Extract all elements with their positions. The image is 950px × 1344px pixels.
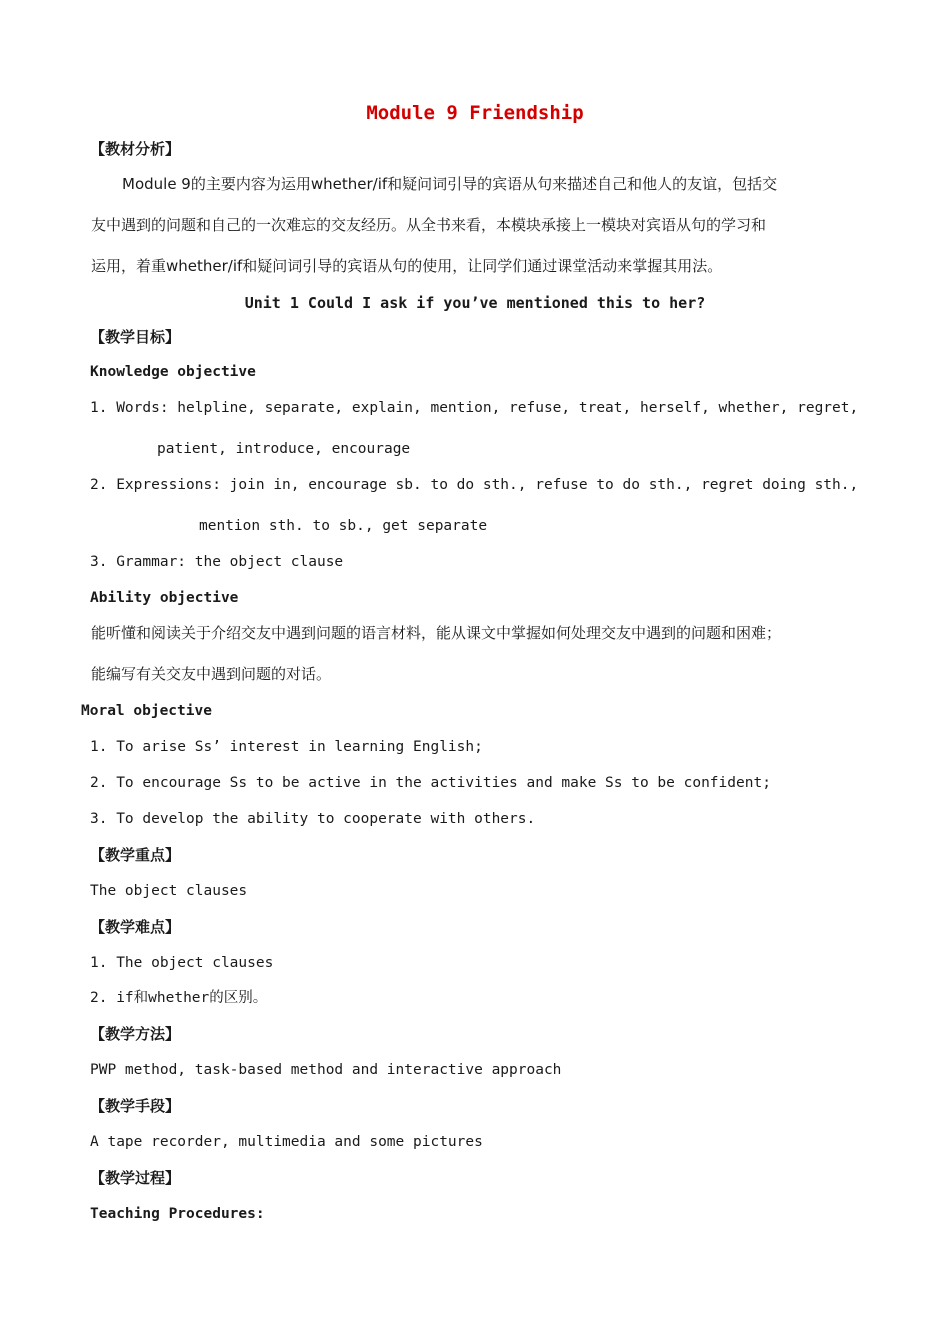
ability-objective-label: Ability objective	[90, 590, 239, 606]
analysis-line-1: Module 9的主要内容为运用whether/if和疑问词引导的宾语从句来描述自己和他人的友谊，包括交	[122, 175, 778, 193]
expressions-line-1: 2. Expressions: join in, encourage sb. to do sth., refuse to do sth., regret doing sth.,	[90, 477, 859, 493]
ability-line-2: 能编写有关交友中遇到问题的对话。	[91, 665, 332, 683]
moral-item-3: 3. To develop the ability to cooperate with others.	[90, 811, 536, 827]
section-heading-objectives: 【教学目标】	[90, 328, 181, 346]
words-line-2: patient, introduce, encourage	[157, 441, 411, 457]
key-points-text: The object clauses	[90, 883, 248, 899]
section-heading-methods: 【教学方法】	[90, 1025, 181, 1043]
section-heading-key-points: 【教学重点】	[90, 846, 181, 864]
section-heading-aids: 【教学手段】	[90, 1097, 181, 1115]
knowledge-objective-label: Knowledge objective	[90, 364, 256, 380]
aids-text: A tape recorder, multimedia and some pictures	[90, 1134, 483, 1150]
moral-item-2: 2. To encourage Ss to be active in the activities and make Ss to be confident;	[90, 775, 771, 791]
moral-item-1: 1. To arise Ss’ interest in learning English;	[90, 739, 483, 755]
words-line-1: 1. Words: helpline, separate, explain, mention, refuse, treat, herself, whether, regret,	[90, 400, 859, 416]
expressions-line-2: mention sth. to sb., get separate	[199, 518, 488, 534]
analysis-line-3: 运用，着重whether/if和疑问词引导的宾语从句的使用，让同学们通过课堂活动来掌握其用法。	[91, 257, 723, 275]
section-heading-analysis: 【教材分析】	[90, 140, 181, 158]
unit-title: Unit 1 Could I ask if you’ve mentioned this to her?	[244, 294, 706, 312]
ability-line-1: 能听懂和阅读关于介绍交友中遇到问题的语言材料，能从课文中掌握如何处理交友中遇到的问题和困难；	[91, 624, 782, 642]
page-title: Module 9 Friendship	[366, 102, 584, 124]
section-heading-difficulties: 【教学难点】	[90, 918, 181, 936]
difficulty-item-1: 1. The object clauses	[90, 955, 274, 971]
difficulty-item-2: 2. if和whether的区别。	[90, 990, 268, 1006]
section-heading-process: 【教学过程】	[90, 1169, 181, 1187]
methods-text: PWP method, task-based method and interactive approach	[90, 1062, 562, 1078]
process-text: Teaching Procedures:	[90, 1206, 265, 1222]
analysis-line-2: 友中遇到的问题和自己的一次难忘的交友经历。从全书来看，本模块承接上一模块对宾语从句的学习和	[91, 216, 767, 234]
moral-objective-label: Moral objective	[81, 703, 212, 719]
grammar-line: 3. Grammar: the object clause	[90, 554, 344, 570]
